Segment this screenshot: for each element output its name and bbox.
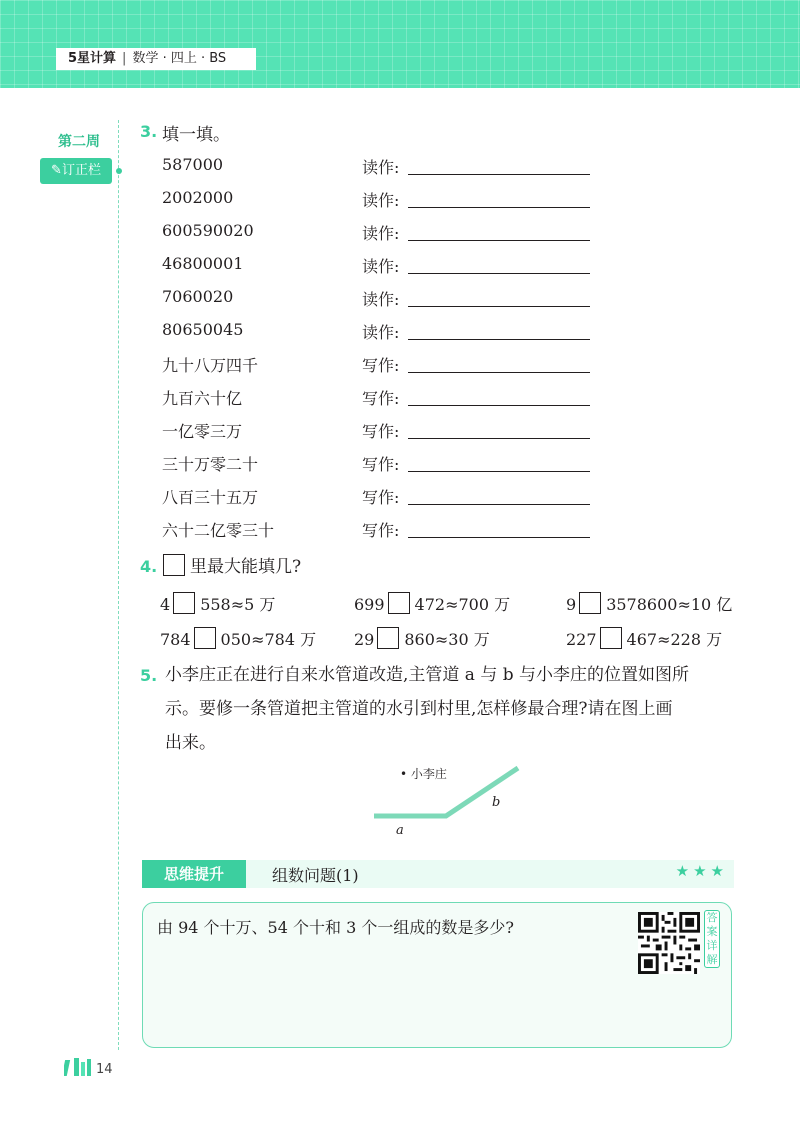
answer-blank[interactable]: [408, 207, 590, 208]
q3-item: 九百六十亿: [162, 389, 243, 408]
q3-label: 读作:: [362, 224, 400, 243]
q3-item: 九十八万四千: [162, 356, 259, 375]
pipe-a-label: a: [396, 823, 404, 838]
q3-number: 3.: [140, 122, 158, 141]
q5-number: 5.: [140, 666, 158, 685]
pipe-b-label: b: [492, 795, 501, 810]
q3-row: [162, 386, 602, 410]
difficulty-stars: ★★★: [675, 862, 728, 880]
answer-blank[interactable]: [408, 438, 590, 439]
week-label: 第二周: [58, 134, 100, 150]
q3-label: 读作:: [362, 290, 400, 309]
header-divider: |: [122, 51, 127, 66]
answer-blank[interactable]: [408, 174, 590, 175]
q3-row: [162, 287, 602, 311]
header-band: [0, 0, 800, 88]
estimate-right: 3578600≈10 亿: [606, 595, 733, 614]
q3-item: 八百三十五万: [162, 488, 259, 507]
estimate-left: 699: [354, 595, 385, 614]
q3-item: 46800001: [162, 254, 244, 273]
q3-row: [162, 485, 602, 509]
estimate-right: 860≈30 万: [404, 630, 490, 649]
header-title-strip: [56, 48, 256, 70]
page-number: 14: [96, 1062, 113, 1077]
q3-item: 7060020: [162, 287, 234, 306]
estimate-left: 784: [160, 630, 191, 649]
estimate-item: [160, 627, 316, 650]
answer-box[interactable]: [579, 592, 601, 614]
q3-label: 写作:: [362, 455, 400, 474]
q3-title: 填一填。: [162, 125, 230, 145]
estimate-right: 558≈5 万: [200, 595, 276, 614]
q4-title: 里最大能填几?: [190, 557, 302, 577]
village-label: • 小李庄: [400, 767, 447, 781]
estimate-item: [354, 592, 510, 615]
q5-line: 示。要修一条管道把主管道的水引到村里,怎样修最合理?请在图上画: [165, 699, 673, 719]
q3-label: 写作:: [362, 488, 400, 507]
answer-box: [163, 554, 185, 576]
q4-number: 4.: [140, 557, 158, 576]
answer-blank[interactable]: [408, 306, 590, 307]
estimate-left: 9: [566, 595, 577, 614]
thinking-question: 由 94 个十万、54 个十和 3 个一组成的数是多少?: [157, 918, 514, 937]
q3-row: [162, 155, 602, 179]
thinking-banner: [142, 860, 734, 888]
q3-item: 600590020: [162, 221, 254, 240]
q3-item: 2002000: [162, 188, 234, 207]
estimate-right: 050≈784 万: [220, 630, 317, 649]
estimate-item: [160, 592, 275, 615]
estimate-right: 467≈228 万: [626, 630, 723, 649]
answer-blank[interactable]: [408, 339, 590, 340]
estimate-item: [354, 627, 490, 650]
q3-row: [162, 320, 602, 344]
books-icon: [64, 1056, 94, 1078]
estimate-left: 29: [354, 630, 375, 649]
q3-label: 写作:: [362, 422, 400, 441]
estimate-right: 472≈700 万: [414, 595, 511, 614]
q3-label: 读作:: [362, 323, 400, 342]
estimate-left: 4: [160, 595, 171, 614]
answer-blank[interactable]: [408, 240, 590, 241]
correction-column-tag: [40, 158, 112, 184]
q3-label: 读作:: [362, 257, 400, 276]
thinking-title: 组数问题(1): [272, 866, 359, 885]
answer-blank[interactable]: [408, 471, 590, 472]
correction-label: 订正栏: [61, 163, 101, 178]
q3-row: [162, 188, 602, 212]
q3-label: 写作:: [362, 521, 400, 540]
q3-label: 读作:: [362, 191, 400, 210]
pencil-icon: ✎: [51, 163, 62, 178]
q3-label: 写作:: [362, 356, 400, 375]
q3-row: [162, 518, 602, 542]
q4-prompt: [160, 552, 301, 577]
qr-code-icon[interactable]: [638, 912, 700, 974]
q3-label: 读作:: [362, 158, 400, 177]
answer-blank[interactable]: [408, 273, 590, 274]
answer-box[interactable]: [173, 592, 195, 614]
q3-row: [162, 254, 602, 278]
answer-box[interactable]: [388, 592, 410, 614]
answer-box[interactable]: [377, 627, 399, 649]
answer-box[interactable]: [600, 627, 622, 649]
q5-line: 出来。: [165, 733, 216, 753]
q3-row: [162, 221, 602, 245]
q3-item: 80650045: [162, 320, 244, 339]
q5-line: 小李庄正在进行自来水管道改造,主管道 a 与 b 与小李庄的位置如图所: [165, 665, 690, 685]
answer-blank[interactable]: [408, 372, 590, 373]
q3-row: [162, 452, 602, 476]
q3-item: 六十二亿零三十: [162, 521, 275, 540]
q3-row: [162, 353, 602, 377]
q3-row: [162, 419, 602, 443]
brand-title: 5星计算: [68, 51, 117, 66]
subject-label: 数学 · 四上 · BS: [132, 51, 227, 66]
q3-label: 写作:: [362, 389, 400, 408]
dashed-margin-rail: [118, 120, 119, 1050]
pipe-diagram: [360, 760, 530, 840]
connector-dot: [116, 168, 122, 174]
answer-blank[interactable]: [408, 537, 590, 538]
answer-blank[interactable]: [408, 405, 590, 406]
answer-box[interactable]: [194, 627, 216, 649]
thinking-tag: 思维提升: [142, 860, 246, 888]
q3-item: 587000: [162, 155, 224, 174]
estimate-item: [566, 592, 732, 615]
answer-blank[interactable]: [408, 504, 590, 505]
q3-item: 三十万零二十: [162, 455, 259, 474]
estimate-item: [566, 627, 722, 650]
q5-text: [165, 658, 735, 760]
answer-explanation-label[interactable]: 答案详解: [704, 910, 720, 968]
q3-item: 一亿零三万: [162, 422, 243, 441]
estimate-left: 227: [566, 630, 597, 649]
